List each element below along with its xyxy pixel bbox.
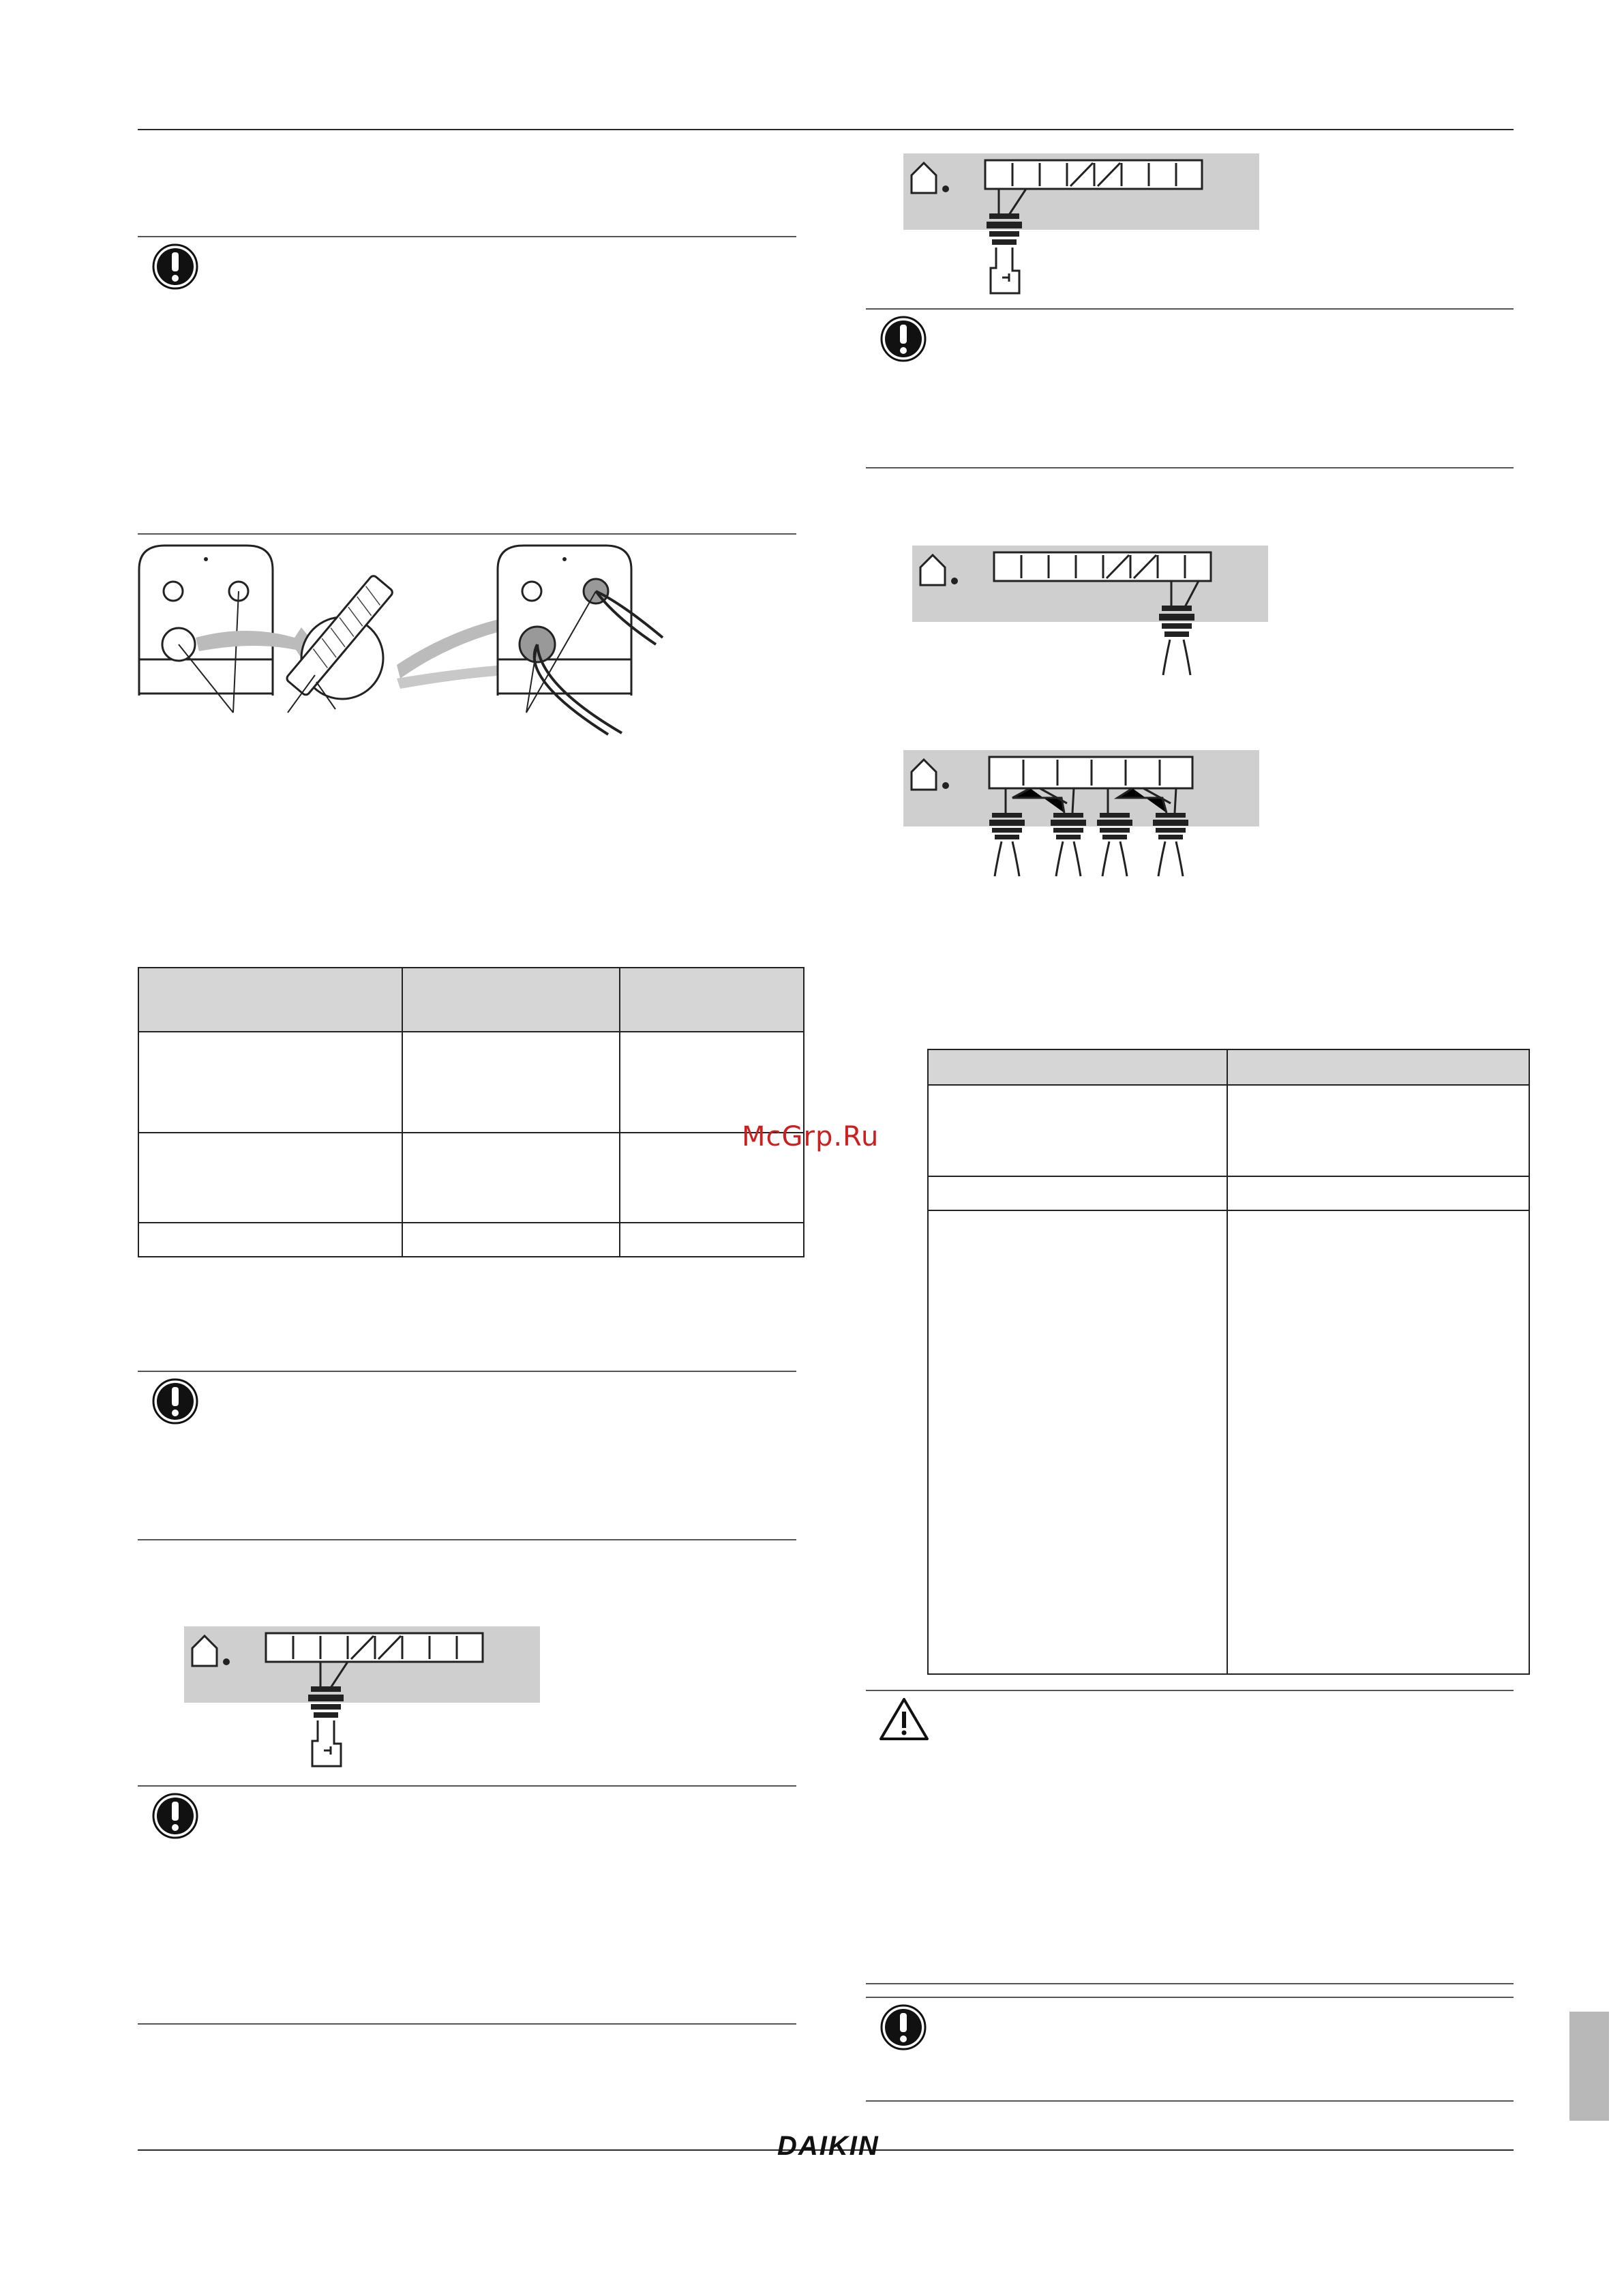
notice-rule-bottom (866, 1983, 1514, 1984)
notice-rule-top (138, 1371, 796, 1372)
daikin-logo: DAIKIN (777, 2131, 879, 2161)
exclamation-circle-icon (879, 2003, 927, 2051)
watermark: McGrp.Ru (742, 1121, 879, 1152)
terminal-diagram-single-switch-top (903, 153, 1261, 297)
terminal-diagram-single-cable (912, 546, 1270, 679)
terminal-diagram-four-cables (903, 750, 1261, 880)
right-table-header-cell (1227, 1049, 1529, 1085)
header-rule (138, 129, 1514, 130)
notice-rule-bottom (866, 2100, 1514, 2102)
left-table-header-cell (620, 968, 804, 1032)
table-row (138, 1032, 804, 1133)
notice-rule-top (138, 236, 796, 237)
notice-rule-top (866, 308, 1514, 310)
knockout-hole-illustration (138, 542, 683, 740)
section-rule (138, 533, 796, 535)
terminal-diagram-single-switch-left (184, 1626, 542, 1770)
exclamation-circle-icon (151, 1792, 199, 1840)
exclamation-circle-icon (879, 315, 927, 363)
table-row (928, 1210, 1529, 1674)
left-table (138, 967, 805, 1257)
right-table-header-cell (928, 1049, 1227, 1085)
table-row (138, 1133, 804, 1223)
notice-rule-bottom (138, 1539, 796, 1540)
left-table-header-cell (138, 968, 402, 1032)
section-side-tab (1569, 2012, 1609, 2121)
exclamation-circle-icon (151, 243, 199, 290)
exclamation-circle-icon (151, 1377, 199, 1425)
table-row (928, 1176, 1529, 1210)
notice-rule-top (866, 1997, 1514, 1998)
right-table (927, 1049, 1530, 1675)
notice-rule-top (866, 1690, 1514, 1691)
table-row (928, 1085, 1529, 1176)
notice-rule-bottom (138, 2023, 796, 2025)
notice-rule-top (138, 1785, 796, 1787)
table-row (138, 1223, 804, 1257)
notice-rule-bottom (866, 467, 1514, 468)
left-table-header-cell (402, 968, 620, 1032)
warning-triangle-icon (878, 1697, 930, 1742)
